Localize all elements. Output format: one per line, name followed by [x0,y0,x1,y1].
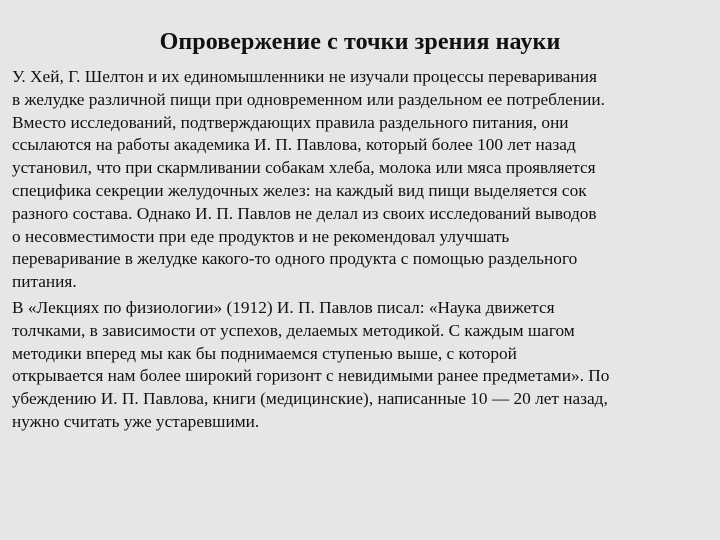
paragraph-line: убеждению И. П. Павлова, книги (медицинские), написанные 10 — 20 лет назад, [12,389,608,409]
paragraph-line: нужно считать уже устаревшими. [12,411,260,431]
paragraph-1 [12,66,714,294]
paragraph-2 [12,297,714,434]
paragraph-line: методики вперед мы как бы поднимаемся ступенью выше, с которой [12,343,517,363]
paragraph-line: ссылаются на работы академика И. П. Павлова, который более 100 лет назад [12,135,576,155]
paragraph-line: У. Хей, Г. Шелтон и их единомышленники не изучали процессы переваривания [12,67,597,86]
paragraph-line: о несовместимости при еде продуктов и не рекомендовал улучшать [12,226,510,246]
paragraph-line: в желудке различной пищи при одновременном или раздельном ее потреблении. [12,89,605,109]
slide-title: Опровержение с точки зрения науки [159,29,561,55]
paragraph-line: В «Лекциях по физиологии» (1912) И. П. Павлов писал: «Наука движется [12,297,555,317]
slide-body [12,66,714,437]
paragraph-line: открывается нам более широкий горизонт с невидимыми ранее предметами». По [12,366,610,386]
paragraph-line: толчками, в зависимости от успехов, делаемых методикой. С каждым шагом [12,320,575,340]
paragraph-line: переваривание в желудке какого-то одного продукта с помощью раздельного [12,249,578,269]
paragraph-line: питания. [12,272,77,292]
paragraph-line: Вместо исследований, подтверждающих правила раздельного питания, они [12,112,569,132]
paragraph-line: установил, что при скармливании собакам хлеба, молока или мяса проявляется [12,158,596,178]
paragraph-line: разного состава. Однако И. П. Павлов не делал из своих исследований выводов [12,203,597,223]
paragraph-line: специфика секреции желудочных желез: на каждый вид пищи выделяется сок [12,180,587,200]
